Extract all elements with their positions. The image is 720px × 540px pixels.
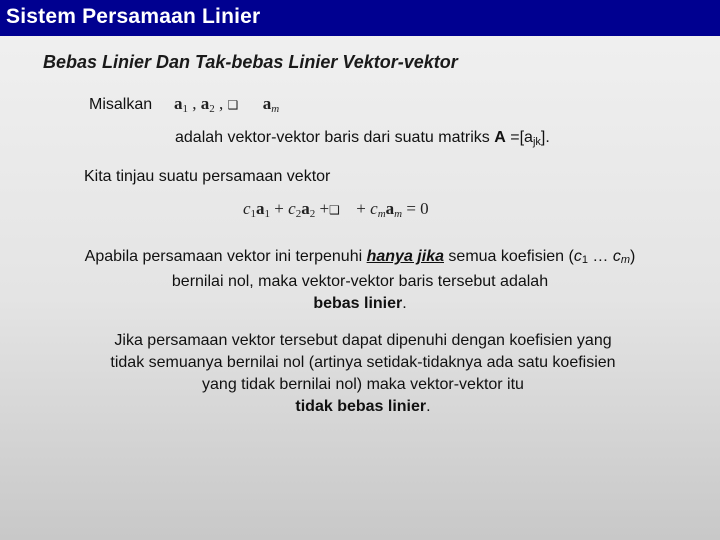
slide-title: Sistem Persamaan Linier	[6, 5, 261, 28]
vector-am: a	[262, 94, 272, 113]
vec-a1: a	[256, 199, 265, 218]
tidak-bebas-linier-term: tidak bebas linier	[295, 398, 427, 415]
para1-text-1: Apabila persamaan vektor ini terpenuhi	[84, 248, 367, 265]
para1-text-2: semua koefisien (	[443, 248, 574, 265]
vec-a2: a	[301, 199, 310, 218]
coef-c1-sub: 1	[250, 208, 257, 220]
plus-sign: +	[356, 199, 366, 218]
vector-am-sub: m	[271, 103, 280, 115]
matrix-A: A	[494, 129, 506, 146]
vec-am-sub: m	[394, 208, 403, 220]
title-bar	[0, 0, 720, 36]
placeholder-box-icon: ❑	[329, 203, 340, 217]
vector-a1-sub: 1	[182, 103, 188, 115]
tinjau-line: Kita tinjau suatu persamaan vektor	[84, 168, 331, 185]
coef-c1-sub: 1	[581, 254, 588, 266]
vec-a1-sub: 1	[264, 208, 271, 220]
hanya-jika-emphasis: hanya jika	[366, 248, 444, 265]
bebas-linier-term: bebas linier	[313, 295, 403, 312]
definition-line	[175, 129, 550, 148]
separator: ,	[219, 94, 224, 113]
coef-c1: c	[243, 199, 251, 218]
coef-cm-sub: m	[377, 208, 386, 220]
coef-c1: c	[573, 248, 582, 265]
vector-list	[174, 94, 279, 115]
ellipsis: …	[587, 248, 613, 265]
vector-a1: a	[174, 94, 183, 113]
separator: ,	[192, 94, 197, 113]
matrix-sub: jk	[532, 136, 541, 148]
slide-subtitle: Bebas Linier Dan Tak-bebas Linier Vektor-vektor	[43, 52, 458, 72]
equals-zero: = 0	[406, 199, 429, 218]
matrix-eq: =[a	[510, 129, 533, 146]
vector-a2-sub: 2	[209, 103, 215, 115]
coef-c2-sub: 2	[295, 208, 302, 220]
coef-c2: c	[288, 199, 296, 218]
paragraph-tidak-bebas	[98, 330, 628, 418]
vec-am: a	[385, 199, 395, 218]
matrix-close: ].	[540, 129, 550, 146]
misalkan-label: Misalkan	[89, 96, 153, 113]
plus-sign: +	[274, 199, 284, 218]
coef-cm: c	[370, 199, 378, 218]
plus-sign: +	[319, 199, 330, 218]
vector-equation	[243, 199, 429, 220]
para1-text-3: ) bernilai nol, maka vektor-vektor baris tersebut adalah	[171, 248, 636, 290]
para1-end: .	[402, 295, 407, 312]
definition-text: adalah vektor-vektor baris dari suatu matriks	[175, 129, 490, 146]
coef-cm-sub: m	[620, 254, 631, 266]
coef-cm: c	[612, 248, 621, 265]
para2-text: Jika persamaan vektor tersebut dapat dipenuhi dengan koefisien yang tidak semuanya bernilai nol (artinya setidak-tidaknya ada satu koefisien yang tidak bernilai nol) maka vektor-vektor itu	[110, 332, 616, 393]
placeholder-box-icon: ❑	[227, 98, 239, 112]
paragraph-bebas	[80, 246, 640, 315]
vec-a2-sub: 2	[309, 208, 316, 220]
vector-a2: a	[200, 94, 210, 113]
para2-end: .	[426, 398, 431, 415]
